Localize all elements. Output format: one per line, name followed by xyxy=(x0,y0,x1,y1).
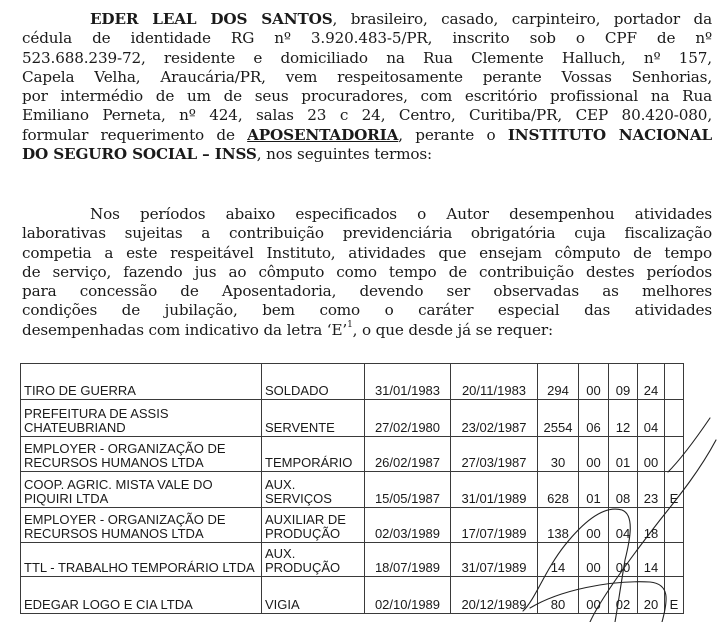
end-date-cell: 31/01/1989 xyxy=(451,472,538,508)
end-date-cell: 20/12/1989 xyxy=(451,577,538,614)
employer-cell: EMPLOYER - ORGANIZAÇÃO DE RECURSOS HUMANOS LTDA xyxy=(21,437,262,472)
role-cell: AUX. PRODUÇÃO xyxy=(262,543,365,577)
end-date-cell: 17/07/1989 xyxy=(451,508,538,543)
special-flag-cell xyxy=(665,508,684,543)
months-cell: 08 xyxy=(609,472,638,508)
start-date-cell: 15/05/1987 xyxy=(365,472,451,508)
role-cell: VIGIA xyxy=(262,577,365,614)
start-date-cell: 18/07/1989 xyxy=(365,543,451,577)
start-date-cell: 02/10/1989 xyxy=(365,577,451,614)
p1-line-3: 523.688.239-72, residente e domiciliado na Rua Clemente Halluch, nº 157, xyxy=(22,48,712,67)
start-date-cell: 31/01/1983 xyxy=(365,364,451,400)
p1-line-2: cédula de identidade RG nº 3.920.483-5/PR, inscrito sob o CPF de nº xyxy=(22,29,712,48)
table-row xyxy=(21,472,684,508)
days-cell: 04 xyxy=(638,400,665,437)
p1-line-5: por intermédio de um de seus procuradores, com escritório profissional na Rua xyxy=(22,87,712,106)
table-row xyxy=(21,508,684,543)
months-cell: 12 xyxy=(609,400,638,437)
table-row xyxy=(21,543,684,577)
years-cell: 00 xyxy=(579,437,609,472)
footnote-marker: 1 xyxy=(347,319,353,330)
end-date-cell: 23/02/1987 xyxy=(451,400,538,437)
years-cell: 01 xyxy=(579,472,609,508)
total-days-cell: 80 xyxy=(538,577,579,614)
days-cell: 23 xyxy=(638,472,665,508)
applicant-name: EDER LEAL DOS SANTOS xyxy=(90,10,333,28)
days-cell: 18 xyxy=(638,508,665,543)
paragraph-qualification xyxy=(22,10,712,164)
special-flag-cell: E xyxy=(665,577,684,614)
table-row xyxy=(21,437,684,472)
special-flag-cell xyxy=(665,437,684,472)
work-periods-table xyxy=(20,363,684,614)
table-row xyxy=(21,577,684,614)
special-flag-cell xyxy=(665,364,684,400)
days-cell: 00 xyxy=(638,437,665,472)
p2-line-5: para concessão de Aposentadoria, devendo ser observadas as melhores xyxy=(22,282,712,301)
total-days-cell: 2554 xyxy=(538,400,579,437)
days-cell: 20 xyxy=(638,577,665,614)
start-date-cell: 26/02/1987 xyxy=(365,437,451,472)
institute-name-part2: DO SEGURO SOCIAL – INSS xyxy=(22,145,257,164)
years-cell: 00 xyxy=(579,364,609,400)
months-cell: 09 xyxy=(609,364,638,400)
p1-line-7: formular requerimento de APOSENTADORIA, perante o INSTITUTO NACIONAL xyxy=(22,125,712,144)
special-flag-cell xyxy=(665,543,684,577)
total-days-cell: 138 xyxy=(538,508,579,543)
role-cell: AUX. SERVIÇOS xyxy=(262,472,365,508)
table-row xyxy=(21,400,684,437)
months-cell: 04 xyxy=(609,508,638,543)
special-flag-cell xyxy=(665,400,684,437)
days-cell: 14 xyxy=(638,543,665,577)
employer-cell: EDEGAR LOGO E CIA LTDA xyxy=(21,577,262,614)
employer-cell: COOP. AGRIC. MISTA VALE DO PIQUIRI LTDA xyxy=(21,472,262,508)
start-date-cell: 02/03/1989 xyxy=(365,508,451,543)
total-days-cell: 628 xyxy=(538,472,579,508)
total-days-cell: 30 xyxy=(538,437,579,472)
total-days-cell: 14 xyxy=(538,543,579,577)
role-cell: TEMPORÁRIO xyxy=(262,437,365,472)
p2-line-2: laborativas sujeitas a contribuição previdenciária obrigatória cuja fiscalização xyxy=(22,224,712,243)
employer-cell: TTL - TRABALHO TEMPORÁRIO LTDA xyxy=(21,543,262,577)
p1-line-8: DO SEGURO SOCIAL – INSS, nos seguintes termos: xyxy=(22,145,432,164)
months-cell: 02 xyxy=(609,577,638,614)
end-date-cell: 31/07/1989 xyxy=(451,543,538,577)
employer-cell: EMPLOYER - ORGANIZAÇÃO DE RECURSOS HUMANOS LTDA xyxy=(21,508,262,543)
years-cell: 06 xyxy=(579,400,609,437)
institute-name-part1: INSTITUTO NACIONAL xyxy=(507,125,712,144)
p2-line-6: condições de jubilação, bem como o caráter especial das atividades xyxy=(22,301,712,320)
employer-cell: PREFEITURA DE ASSIS CHATEUBRIAND xyxy=(21,400,262,437)
role-cell: AUXILIAR DE PRODUÇÃO xyxy=(262,508,365,543)
employer-cell: TIRO DE GUERRA xyxy=(21,364,262,400)
paragraph-periods-intro xyxy=(22,205,712,340)
years-cell: 00 xyxy=(579,577,609,614)
p2-line-7: desempenhadas com indicativo da letra ‘E’$^1$, o que desde já se requer: xyxy=(22,319,553,339)
months-cell: 01 xyxy=(609,437,638,472)
days-cell: 24 xyxy=(638,364,665,400)
p1-line-1: EDER LEAL DOS SANTOS, brasileiro, casado, carpinteiro, portador da xyxy=(90,10,712,28)
request-type: APOSENTADORIA xyxy=(247,125,399,144)
table-row xyxy=(21,364,684,400)
end-date-cell: 20/11/1983 xyxy=(451,364,538,400)
p2-line-3: competia a este respeitável Instituto, atividades que ensejam cômputo de tempo xyxy=(22,243,712,262)
p2-line-4: de serviço, fazendo jus ao cômputo como tempo de contribuição destes períodos xyxy=(22,262,712,281)
end-date-cell: 27/03/1987 xyxy=(451,437,538,472)
role-cell: SOLDADO xyxy=(262,364,365,400)
years-cell: 00 xyxy=(579,508,609,543)
p1-line-6: Emiliano Perneta, nº 424, salas 23 c 24, Centro, Curitiba/PR, CEP 80.420-080, xyxy=(22,106,712,125)
months-cell: 00 xyxy=(609,543,638,577)
years-cell: 00 xyxy=(579,543,609,577)
total-days-cell: 294 xyxy=(538,364,579,400)
role-cell: SERVENTE xyxy=(262,400,365,437)
p2-line-1: Nos períodos abaixo especificados o Autor desempenhou atividades xyxy=(90,205,712,223)
special-flag-cell: E xyxy=(665,472,684,508)
start-date-cell: 27/02/1980 xyxy=(365,400,451,437)
p1-line-4: Capela Velha, Araucária/PR, vem respeitosamente perante Vossas Senhorias, xyxy=(22,67,712,86)
